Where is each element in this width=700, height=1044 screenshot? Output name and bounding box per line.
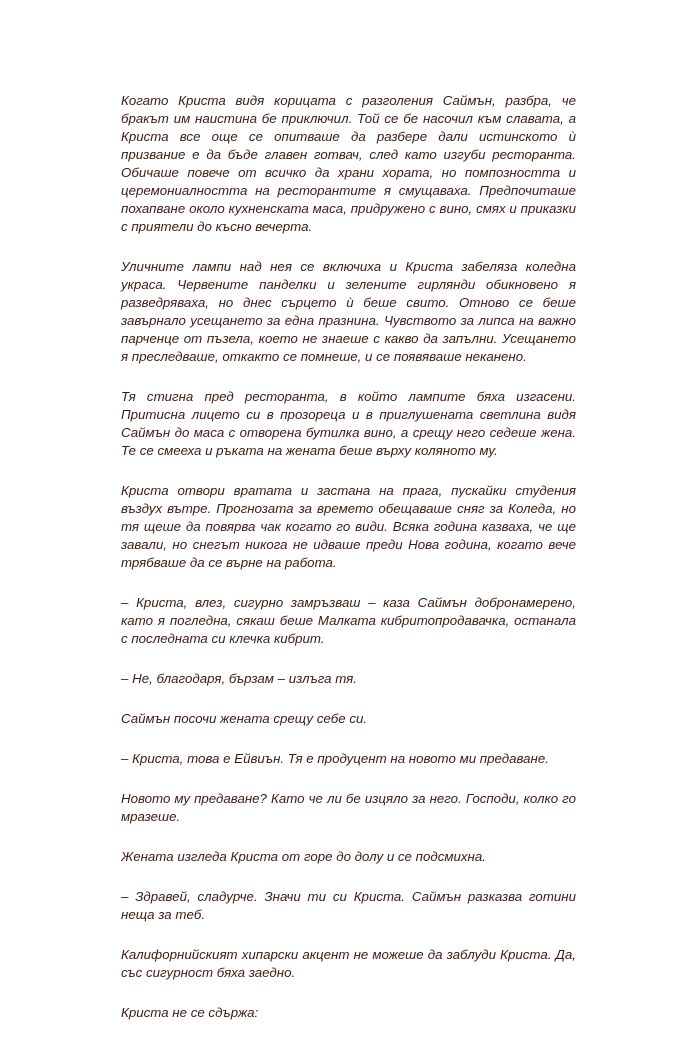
paragraph-6: – Не, благодаря, бързам – излъга тя.: [121, 671, 357, 686]
body-text: [121, 92, 576, 1044]
paragraph-11: – Здравей, сладурче. Значи ти си Криста. Саймън разказва готини неща за теб.: [121, 889, 576, 922]
paragraph-8: – Криста, това е Ейвиън. Тя е продуцент на новото ми предаване.: [121, 751, 549, 766]
paragraph-10: Жената изгледа Криста от горе до долу и се подсмихна.: [121, 849, 486, 864]
paragraph-3: Тя стигна пред ресторанта, в който лампите бяха изгасени. Притисна лицето си в прозореца и в приглушената светлина видя Саймън до маса с отворена бутилка вино, а срещу него седеше жена. Те се смееха и ръката на жената беше върху коляното му.: [121, 389, 576, 458]
paragraph-4: Криста отвори вратата и застана на прага, пускайки студения въздух вътре. Прогнозата за времето обещаваше сняг за Коледа, но тя щеше да повярва чак когато го види. Всяка година казваха, че ще завали, но снегът никога не идваше преди Нова година, когато вече трябваше да се върне на работа.: [121, 483, 576, 570]
paragraph-12: Калифорнийският хипарски акцент не можеше да заблуди Криста. Да, със сигурност бяха заедно.: [121, 947, 576, 980]
paragraph-2: Уличните лампи над нея се включиха и Криста забеляза коледна украса. Червените панделки и зелените гирлянди обикновено я разведряваха, но днес сърцето ѝ беше свито. Отново се беше завърнало усещането за една празнина. Чувството за липса на важно парченце от пъзела, което не знаеше с какво да запълни. Усещането я преследваше, откакто се помнеше, и се появяваше неканено.: [121, 259, 576, 364]
paragraph-13: Криста не се сдържа:: [121, 1005, 259, 1020]
paragraph-7: Саймън посочи жената срещу себе си.: [121, 711, 368, 726]
paragraph-9: Новото му предаване? Като че ли бе изцяло за него. Господи, колко го мразеше.: [121, 791, 576, 824]
paragraph-5: – Криста, влез, сигурно замръзваш – каза Саймън добронамерено, като я погледна, сякаш беше Малката кибритопродавачка, останала с последната си клечка кибрит.: [121, 595, 576, 646]
paragraph-1: Когато Криста видя корицата с разголения Саймън, разбра, че бракът им наистина бе приключил. Той се бе насочил към славата, а Криста все още се опитваше да разбере дали истинското ѝ призвание е да бъде главен готвач, след като изгуби ресторанта. Обичаше повече от всичко да храни хората, но помпозността и церемониалността на ресторантите я смущаваха. Предпочиташе похапване около кухненската маса, придружено с вино, смях и приказки с приятели до късно вечерта.: [121, 93, 576, 234]
